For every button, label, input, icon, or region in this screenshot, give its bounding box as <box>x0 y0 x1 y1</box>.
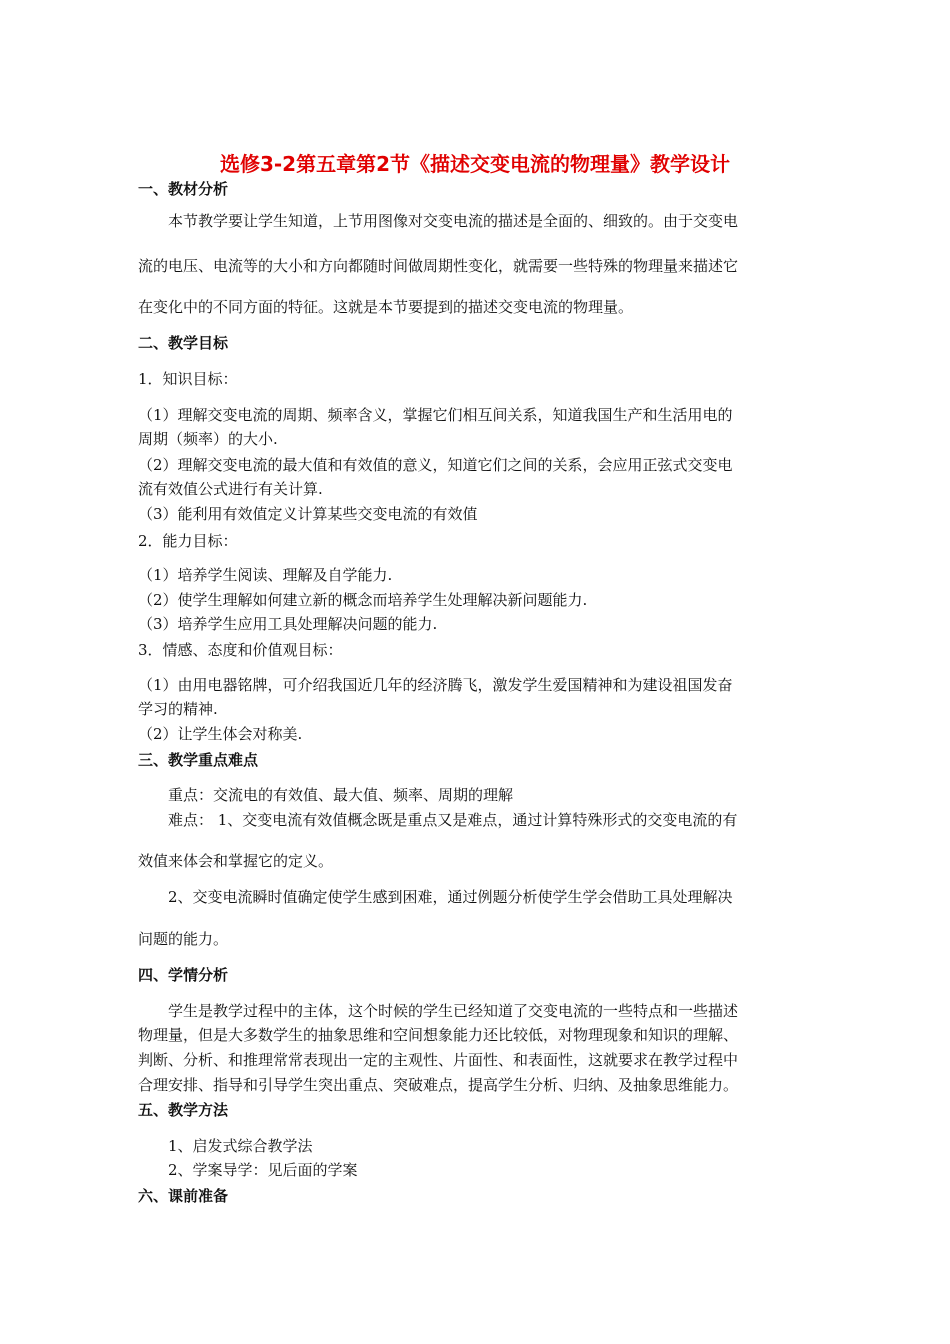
paragraph-line: 在变化中的不同方面的特征。这就是本节要提到的描述交变电流的物理量。 <box>138 298 634 316</box>
list-item: （3）能利用有效值定义计算某些交变电流的有效值 <box>138 505 478 523</box>
difficult-point-continued: 问题的能力。 <box>138 930 229 948</box>
section-heading-student-analysis: 四、学情分析 <box>138 966 229 984</box>
paragraph-line: 合理安排、指导和引导学生突出重点、突破难点，提高学生分析、归纳、及抽象思维能力。 <box>138 1076 739 1094</box>
section-heading-textbook-analysis: 一、教材分析 <box>138 180 229 198</box>
list-item: （1）理解交变电流的周期、频率含义，掌握它们相互间关系，知道我国生产和生活用电的 <box>138 406 733 424</box>
subheading-ability-goals: 2．能力目标： <box>138 532 238 550</box>
subheading-knowledge-goals: 1．知识目标： <box>138 370 238 388</box>
list-item: （3）培养学生应用工具处理解决问题的能力. <box>138 615 438 633</box>
paragraph-line: 学生是教学过程中的主体，这个时候的学生已经知道了交变电流的一些特点和一些描述 <box>168 1002 739 1020</box>
list-item-continued: 流有效值公式进行有关计算. <box>138 480 323 498</box>
method-item: 2、学案导学：见后面的学案 <box>168 1161 358 1179</box>
list-item: （2）让学生体会对称美. <box>138 725 303 743</box>
list-item: （1）由用电器铭牌，可介绍我国近几年的经济腾飞，激发学生爱国精神和为建设祖国发奋 <box>138 676 733 694</box>
difficult-point: 2、交变电流瞬时值确定使学生感到困难，通过例题分析使学生学会借助工具处理解决 <box>168 888 733 906</box>
difficult-point: 难点： 1、交变电流有效值概念既是重点又是难点，通过计算特殊形式的交变电流的有 <box>168 811 738 829</box>
difficult-point-continued: 效值来体会和掌握它的定义。 <box>138 852 334 870</box>
section-heading-key-difficult-points: 三、教学重点难点 <box>138 751 259 769</box>
list-item: （2）使学生理解如何建立新的概念而培养学生处理解决新问题能力. <box>138 591 588 609</box>
paragraph-line: 判断、分析、和推理常常表现出一定的主观性、片面性、和表面性，这就要求在教学过程中 <box>138 1051 739 1069</box>
section-heading-pre-class-preparation: 六、课前准备 <box>138 1187 229 1205</box>
list-item: （2）理解交变电流的最大值和有效值的意义，知道它们之间的关系，会应用正弦式交变电 <box>138 456 733 474</box>
list-item: （1）培养学生阅读、理解及自学能力. <box>138 566 393 584</box>
paragraph-line: 流的电压、电流等的大小和方向都随时间做周期性变化，就需要一些特殊的物理量来描述它 <box>138 257 739 275</box>
list-item-continued: 周期（频率）的大小. <box>138 430 278 448</box>
key-point: 重点：交流电的有效值、最大值、频率、周期的理解 <box>168 786 514 804</box>
subheading-values-goals: 3．情感、态度和价值观目标： <box>138 641 343 659</box>
page-title: 选修3-2第五章第2节《描述交变电流的物理量》教学设计 <box>219 152 731 176</box>
section-heading-teaching-goals: 二、教学目标 <box>138 334 229 352</box>
section-heading-teaching-methods: 五、教学方法 <box>138 1101 229 1119</box>
list-item-continued: 学习的精神. <box>138 700 218 718</box>
paragraph-line: 本节教学要让学生知道，上节用图像对交变电流的描述是全面的、细致的。由于交变电 <box>168 212 739 230</box>
paragraph-line: 物理量，但是大多数学生的抽象思维和空间想象能力还比较低，对物理现象和知识的理解、 <box>138 1026 739 1044</box>
method-item: 1、启发式综合教学法 <box>168 1137 313 1155</box>
